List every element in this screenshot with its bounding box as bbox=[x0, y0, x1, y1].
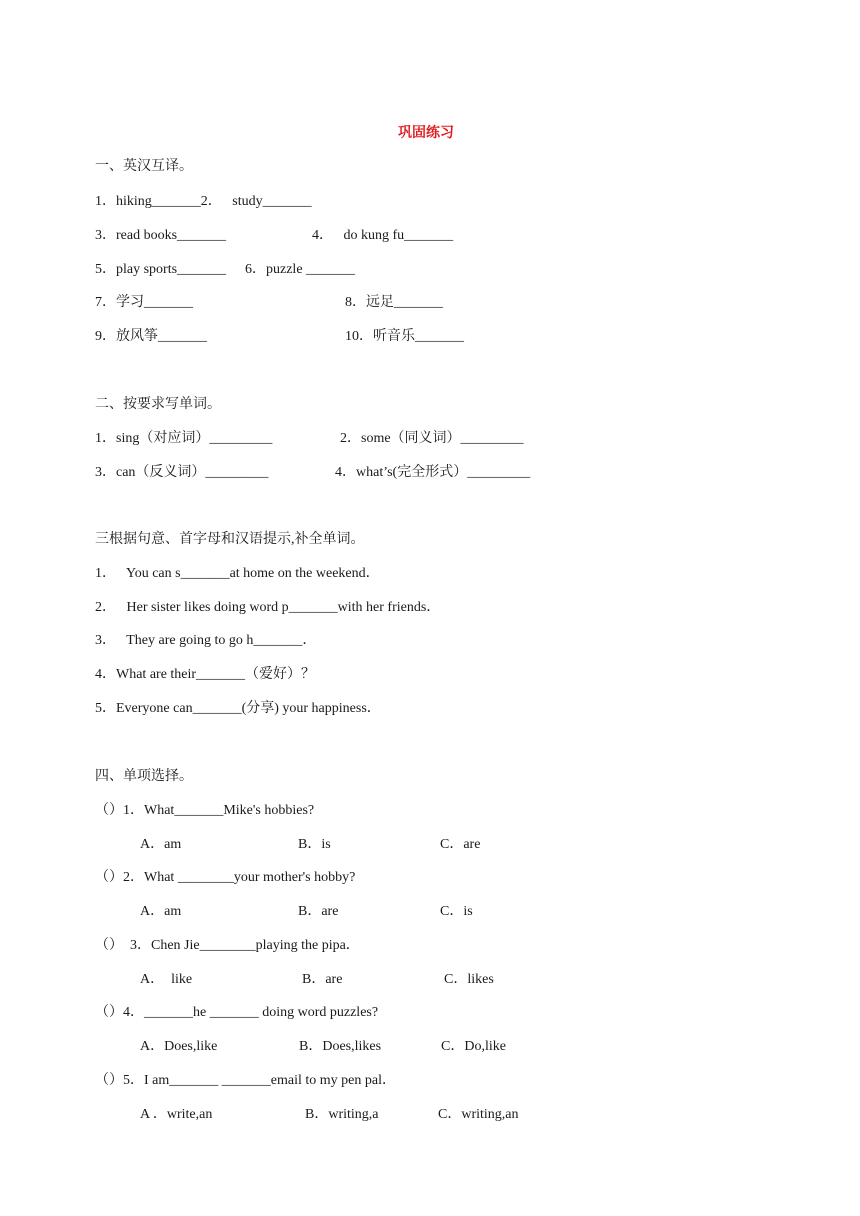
question-4: （）4．_______he _______ doing word puzzles? bbox=[95, 1005, 379, 1020]
section1-item: 4． do kung fu_______ bbox=[312, 228, 454, 243]
section4-heading: 四、单项选择。 bbox=[95, 769, 193, 784]
question-5: （）5．I am_______ _______email to my pen pal． bbox=[95, 1073, 396, 1088]
question-3: （） 3．Chen Jie________playing the pipa． bbox=[95, 938, 360, 953]
section3-item: 5．Everyone can_______(分享) your happiness． bbox=[95, 701, 381, 716]
question-2: （）2．What ________your mother's hobby? bbox=[95, 870, 356, 885]
option-c: C．Do,like bbox=[441, 1039, 506, 1054]
section1-item: 3．read books_______ bbox=[95, 228, 227, 243]
option-c: C．writing,an bbox=[438, 1107, 519, 1122]
section1-item: 8．远足_______ bbox=[345, 295, 443, 310]
section3-item: 3． They are going to go h_______． bbox=[95, 633, 317, 648]
section1-item: 7．学习_______ bbox=[95, 295, 193, 310]
section3-item: 1． You can s_______at home on the weekend． bbox=[95, 566, 380, 581]
section3-heading: 三根据句意、首字母和汉语提示,补全单词。 bbox=[95, 532, 365, 547]
section1-item: 10．听音乐_______ bbox=[345, 329, 464, 344]
option-a: A ．write,an bbox=[140, 1107, 213, 1122]
section1-item: 1．hiking_______2． study_______ bbox=[95, 194, 312, 209]
section3-item: 2． Her sister likes doing word p_______with her friends． bbox=[95, 600, 441, 615]
page-title: 巩固练习 bbox=[398, 126, 454, 141]
section2-heading: 二、按要求写单词。 bbox=[95, 397, 221, 412]
option-a: A．am bbox=[140, 837, 182, 852]
section2-item: 2．some（同义词）_________ bbox=[340, 431, 524, 446]
option-c: C．likes bbox=[444, 972, 494, 987]
option-b: B．writing,a bbox=[305, 1107, 379, 1122]
section3-item: 4．What are their_______（爱好）？ bbox=[95, 667, 316, 682]
option-b: B．is bbox=[298, 837, 331, 852]
option-a: A．Does,like bbox=[140, 1039, 218, 1054]
section2-item: 1．sing（对应词）_________ bbox=[95, 431, 273, 446]
section1-item: 9．放风筝_______ bbox=[95, 329, 207, 344]
option-c: C．is bbox=[440, 904, 473, 919]
option-a: A． like bbox=[140, 972, 193, 987]
section2-item: 4．what’s(完全形式）_________ bbox=[335, 465, 531, 480]
option-b: B．are bbox=[298, 904, 339, 919]
section1-item: 6．puzzle _______ bbox=[245, 262, 356, 277]
option-c: C．are bbox=[440, 837, 481, 852]
option-a: A．am bbox=[140, 904, 182, 919]
section1-heading: 一、英汉互译。 bbox=[95, 159, 193, 174]
option-b: B．Does,likes bbox=[299, 1039, 382, 1054]
option-b: B．are bbox=[302, 972, 343, 987]
question-1: （）1．What_______Mike's hobbies? bbox=[95, 803, 315, 818]
section1-item: 5．play sports_______ bbox=[95, 262, 227, 277]
section2-item: 3．can（反义词）_________ bbox=[95, 465, 269, 480]
